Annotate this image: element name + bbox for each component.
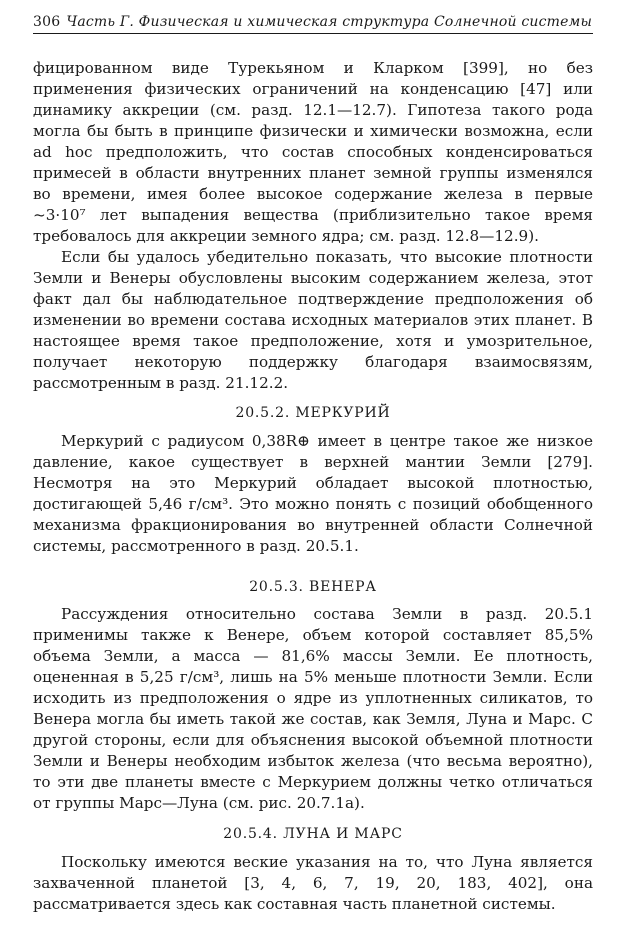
- paragraph: Меркурий с радиусом 0,38R⊕ имеет в центре такое же низкое давление, какое существует в верхней мантии Земли [279]. Несмотря на это Меркурий обладает высокой плотностью, достигающей 5,46 г/см³. Это можно понять с позиций обобщенного механизма фракционирования во внутренней области Солнечной системы, рассмотренного в разд. 20.5.1.: [33, 432, 593, 555]
- mercury-text-block: [33, 431, 593, 557]
- moon-mars-text-block: [33, 852, 593, 915]
- paragraph: Рассуждения относительно состава Земли в разд. 20.5.1 применимы также к Венере, объем которой составляет 85,5% объема Земли, а масса — 81,6% массы Земли. Ее плотность, оцененная в 5,25 г/см³, лишь на 5% меньше плотности Земли. Если исходить из предположения о ядре из уплотненных силикатов, то Венера могла бы иметь такой же состав, как Земля, Луна и Марс. С другой стороны, если для объяснения высокой объемной плотности Земли и Венеры необходим избыток железа (что весьма вероятно), то эти две планеты вместе с Меркурием должны четко отличаться от группы Марс—Луна (см. рис. 20.7.1а).: [33, 605, 593, 812]
- chapter-title: Часть Г. Физическая и химическая структура Солнечной системы: [66, 14, 593, 30]
- paragraph: фицированном виде Турекьяном и Кларком [399], но без применения физических ограничений на конденсацию [47] или динамику аккреции (см. разд. 12.1—12.7). Гипотеза такого рода могла бы быть в принципе физически и химически возможна, если ad hoc предположить, что состав способных конденсироваться примесей в области внутренних планет земной группы изменялся во времени, имея более высокое содержание железа в первые ~3·10⁷ лет выпадения вещества (приблизительно такое время требовалось для аккреции земного ядра; см. разд. 12.8—12.9).: [33, 59, 593, 245]
- running-header: [33, 14, 593, 34]
- section-heading-moon-mars: 20.5.4. ЛУНА И МАРС: [223, 826, 403, 842]
- intro-text-block: [33, 58, 593, 394]
- venus-text-block: [33, 604, 593, 814]
- paragraph: Если бы удалось убедительно показать, что высокие плотности Земли и Венеры обусловлены высоким содержанием железа, этот факт дал бы наблюдательное подтверждение предположения об изменении во времени состава исходных материалов этих планет. В настоящее время такое предположение, хотя и умозрительное, получает некоторую поддержку благодаря взаимосвязям, рассмотренным в разд. 21.12.2.: [33, 248, 593, 392]
- section-heading-venus: 20.5.3. ВЕНЕРА: [249, 579, 377, 595]
- page-number: 306: [33, 14, 61, 30]
- paragraph: Поскольку имеются веские указания на то, что Луна является захваченной планетой [3, 4, 6, 7, 19, 20, 183, 402], она рассматривается здесь как составная часть планетной системы.: [33, 853, 593, 913]
- section-heading-mercury: 20.5.2. МЕРКУРИЙ: [235, 405, 391, 421]
